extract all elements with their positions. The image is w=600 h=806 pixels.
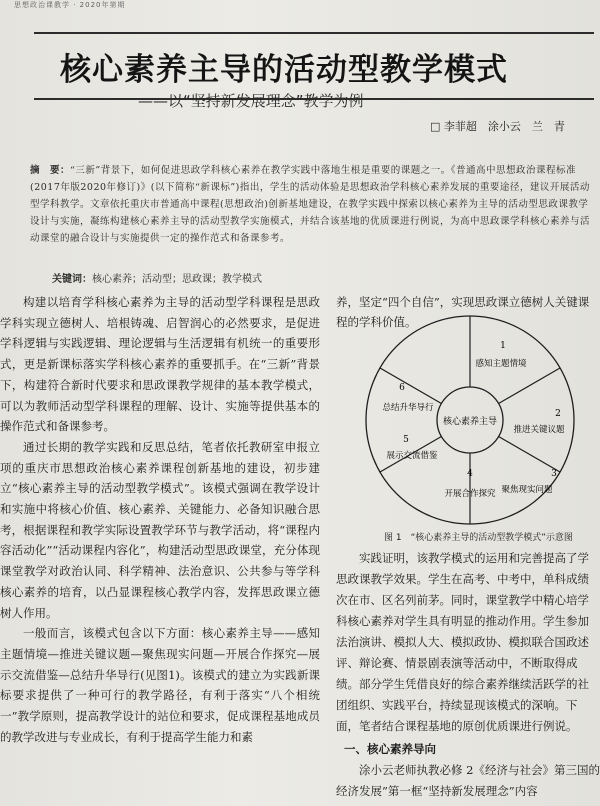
segment-4-label: 开展合作探究	[444, 489, 496, 499]
right-paragraph-1: 实践证明，该教学模式的运用和完善提高了学思政课教学效果。学生在高考、中考中，单科成绩次在市、区名列前茅。同时，课堂教学中精心培学科核心素养对学生具有明显的推动作用。学生参加法治演讲、模拟人大、模拟政协、模拟联合国政述评、辩论赛、情景剧表演等活动中，不断取得成绩。部分学生凭借良好的综合素养继续活跃学的社团组织、实践平台，持续显现该模式的深响。下面，笔者结合课程基地的原创优质课进行例说。	[336, 551, 589, 733]
author-line: □ 李菲超 涂小云 兰 青	[430, 120, 565, 133]
article-title: 核心素养主导的活动型教学模式	[60, 52, 508, 88]
segment-3-number: 3	[551, 469, 557, 479]
segment-2-label: 推进关键议题	[513, 425, 565, 435]
body-paragraph-3: 一般而言，该模式包含以下方面：核心素养主导——感知主题情境—推进关键议题—聚焦现实问题—开展合作探究—展示交流借鉴—总结升华导行(见图1)。该模式的建立为实践新课标要求提供了一种可行的教学路径，有利于落实“八个相统一”教学原则，提高教学设计的站位和要求，促成课程基地成员的教学改进与专业成长，有利于提高学生能力和素	[0, 626, 320, 744]
figure-caption: 图 1 “核心素养主导的活动型教学模式”示意图	[384, 533, 573, 543]
left-column	[0, 292, 320, 747]
segment-3-label: 聚焦现实问题	[501, 485, 553, 495]
section-paragraph: 涂小云老师执教必修 2《经济与社会》第三国的经济发展”第一框“坚持新发展理念”内容	[336, 763, 600, 798]
abstract	[30, 162, 590, 247]
right-paragraph-continued: 养，坚定“四个自信”，实现思政课立德树人关键课程的学科价值。	[336, 295, 590, 329]
keywords-label: 关键词：	[52, 274, 92, 285]
abstract-label: 摘 要：	[30, 165, 71, 176]
segment-5-label: 展示交流借鉴	[386, 451, 438, 461]
body-paragraph-2: 通过长期的教学实践和反思总结，笔者依托教研室申报立项的重庆市思想政治核心素养课程创新基地的建设，初步建立“核心素养主导的活动型教学模式”。该模式强调在教学设计和实施中将核心价值、核心素养、关键能力、必备知识融合思考，根据课程和教学实际设置教学环节与教学活动，将“课程内容活动化”“活动课程内容化”，构建活动型思政课堂，充分体现课堂教学对政治认同、科学精神、法治意识、公共参与等学科核心素养的培育，以凸显课程核心教学内容，发挥思政课立德树人作用。	[0, 439, 320, 620]
segment-1-label: 感知主题情境	[475, 359, 527, 369]
teaching-model-diagram	[350, 306, 590, 528]
segment-2-number: 2	[555, 409, 561, 419]
article-subtitle: ——以“坚持新发展理念”教学为例	[138, 92, 364, 110]
segment-4-number: 4	[467, 469, 473, 479]
section-heading: 一、核心素养导向	[344, 742, 436, 756]
body-paragraph-1: 构建以培育学科核心素养为主导的活动型学科课程是思政学科实现立德树人、培根铸魂、启智润心的必然要求，是促进学科逻辑与实践逻辑、理论逻辑与生活逻辑有机统一的重要形式，更是新课标落实学科核心素养的重要抓手。在“三新”背景下，构建符合新时代要求和思政课教学规律的基本教学模式，可以为教师活动型学科课程的理解、设计、实施等提供基本的操作范式和备课参考。	[0, 295, 320, 434]
journal-header: 思想政治课教学 · 2020年第期	[14, 1, 126, 9]
abstract-text: “三新”背景下，如何促进思政学科核心素养在教学实践中落地生根是重要的课题之一。《普通高中思想政治课程标准(2017年版2020年修订)》(以下简称“新课标”)指出，学生的活动体验是思想政治学科核心素养发展的重要途径，建议开展活动型学科教学。文章依托重庆市普通高中课程(思想政治)创新基地建设，在教学实践中探索以核心素养为主导的活动型思政课教学设计与实施，凝练构建核心素养主导的活动型教学实施模式，并结合该基地的优质课进行例说，为高中思政课学科核心素养与活动课堂的融合设计与实施提供一定的操作范式和备课参考。	[30, 165, 591, 244]
segment-6-label: 总结升华导行	[382, 403, 434, 413]
diagram-center-label: 核心素养主导	[442, 417, 498, 427]
keywords-text: 核心素养；活动型；思政课；教学模式	[92, 274, 262, 285]
right-column-bottom	[336, 548, 600, 802]
segment-6-number: 6	[399, 383, 405, 393]
segment-1-number: 1	[500, 341, 506, 351]
segment-5-number: 5	[403, 435, 409, 445]
keywords	[52, 270, 262, 285]
